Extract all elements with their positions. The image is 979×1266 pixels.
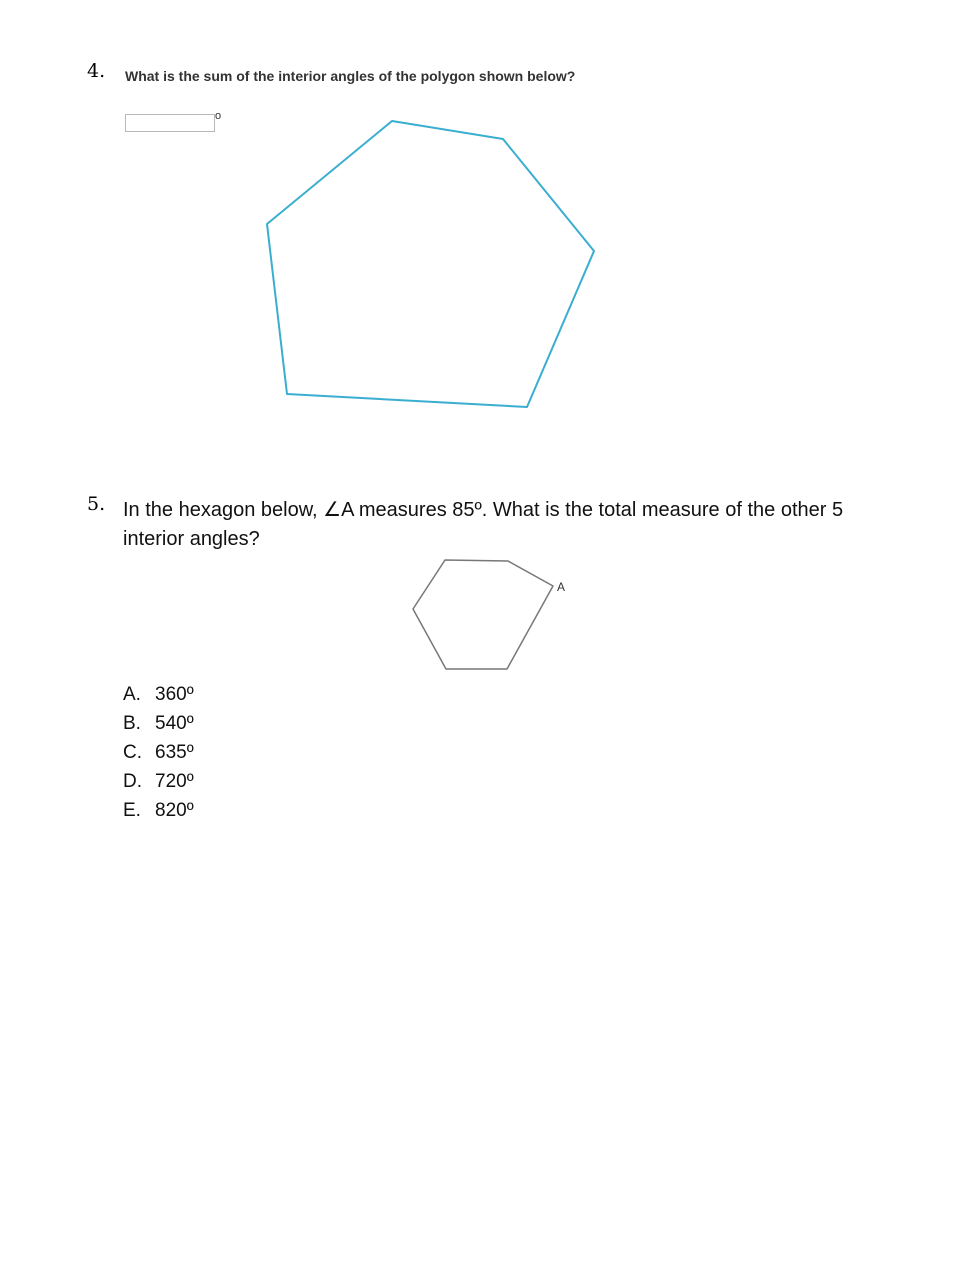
question-5-number: 5. xyxy=(87,493,106,515)
hexagon-shape xyxy=(413,560,553,669)
choice-value: 820º xyxy=(155,800,194,821)
choice-d[interactable] xyxy=(123,767,194,796)
choice-letter: E. xyxy=(123,800,141,821)
choice-letter: C. xyxy=(123,742,142,763)
vertex-label-a: A xyxy=(557,580,566,594)
question-5-text-line-1: In the hexagon below, ∠A measures 85º. What is the total measure of the other 5 xyxy=(123,499,844,521)
choice-letter: B. xyxy=(123,713,141,734)
question-4-text: What is the sum of the interior angles of the polygon shown below? xyxy=(125,68,576,84)
choice-letter: A. xyxy=(123,684,141,705)
question-5-text-line-2: interior angles? xyxy=(123,528,260,550)
choice-e[interactable] xyxy=(123,796,194,825)
choice-value: 360º xyxy=(155,684,194,705)
choice-value: 720º xyxy=(155,771,194,792)
choice-value: 540º xyxy=(155,713,194,734)
answer-choices xyxy=(123,680,194,825)
question-4-number: 4. xyxy=(87,60,106,82)
choice-letter: D. xyxy=(123,771,142,792)
choice-a[interactable] xyxy=(123,680,194,709)
choice-b[interactable] xyxy=(123,709,194,738)
degree-symbol: o xyxy=(215,110,222,122)
choice-c[interactable] xyxy=(123,738,194,767)
choice-value: 635º xyxy=(155,742,194,763)
